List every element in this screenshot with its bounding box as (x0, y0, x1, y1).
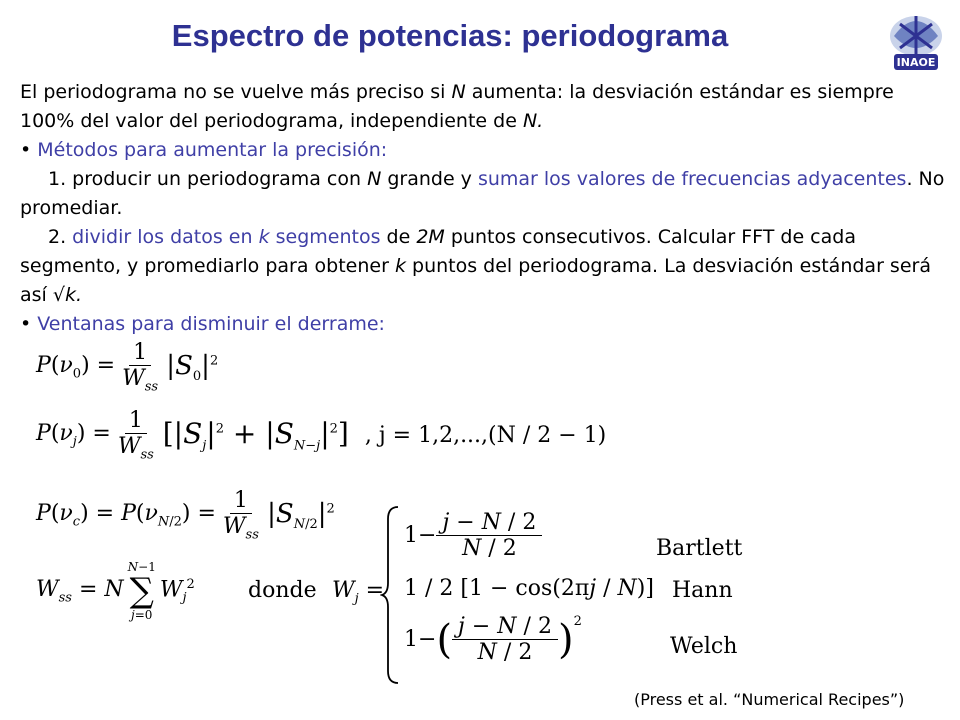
body-text (20, 78, 950, 339)
page-title: Espectro de potencias: periodograma (171, 18, 729, 53)
logo-text: INAOE (896, 56, 936, 69)
window-name-bartlett: Bartlett (656, 536, 743, 561)
case-bartlett: 1− $\frac{j - N / 2}{N / 2}$ (404, 510, 542, 561)
piecewise-brace (380, 505, 402, 685)
window-name-hann: Hann (672, 578, 733, 603)
equation-p0: $P(\nu_0)$ = 1 $W_{ss}$ $|S_0|^2$ (36, 340, 219, 395)
intro-paragraph: El periodograma no se vuelve más preciso si N aumenta: la desviación estándar es siempre 100% del valor del periodograma, independiente de N. (20, 81, 894, 132)
donde-label: donde (248, 578, 317, 603)
case-hann: 1 / 2 [1 − cos(2πj / N)] (404, 576, 654, 601)
citation: (Press et al. “Numerical Recipes”) (634, 690, 905, 709)
wj-label: $W_j$ = (332, 578, 385, 607)
equation-pj: $P(\nu_j)$ = 1 $W_{ss}$ $[|S_j|^2 + |S_{N-j}|^2]$ , j = 1,2,...,(N / 2 − 1) (36, 408, 607, 463)
bullet-precision-methods: • Métodos para aumentar la precisión: (20, 139, 388, 161)
index-range: , j = 1,2,...,(N / 2 − 1) (364, 422, 607, 448)
method-item-2: 2. dividir los datos en k segmentos de 2M puntos consecutivos. Calcular FFT de cada segmento, y promediarlo para obtener k puntos del periodograma. La desviación estándar será así √k. (20, 226, 931, 306)
window-name-welch: Welch (670, 634, 738, 659)
inaoe-logo (880, 10, 952, 74)
equation-wss: $W_{ss} = N$ N−1 ∑ j=0 $W_j^2$ (36, 560, 195, 622)
equation-pc: $P(\nu_c) = P(\nu_{N/2})$ = 1 $W_{ss}$ $|S_{N/2}|^2$ (36, 488, 335, 543)
method-item-1: 1. producir un periodograma con N grande y sumar los valores de frecuencias adyacentes. No promediar. (20, 168, 945, 219)
case-welch: 1− ( j − N / 2 N / 2 ) $^2$ (404, 614, 582, 665)
bullet-windows: • Ventanas para disminuir el derrame: (20, 313, 385, 335)
